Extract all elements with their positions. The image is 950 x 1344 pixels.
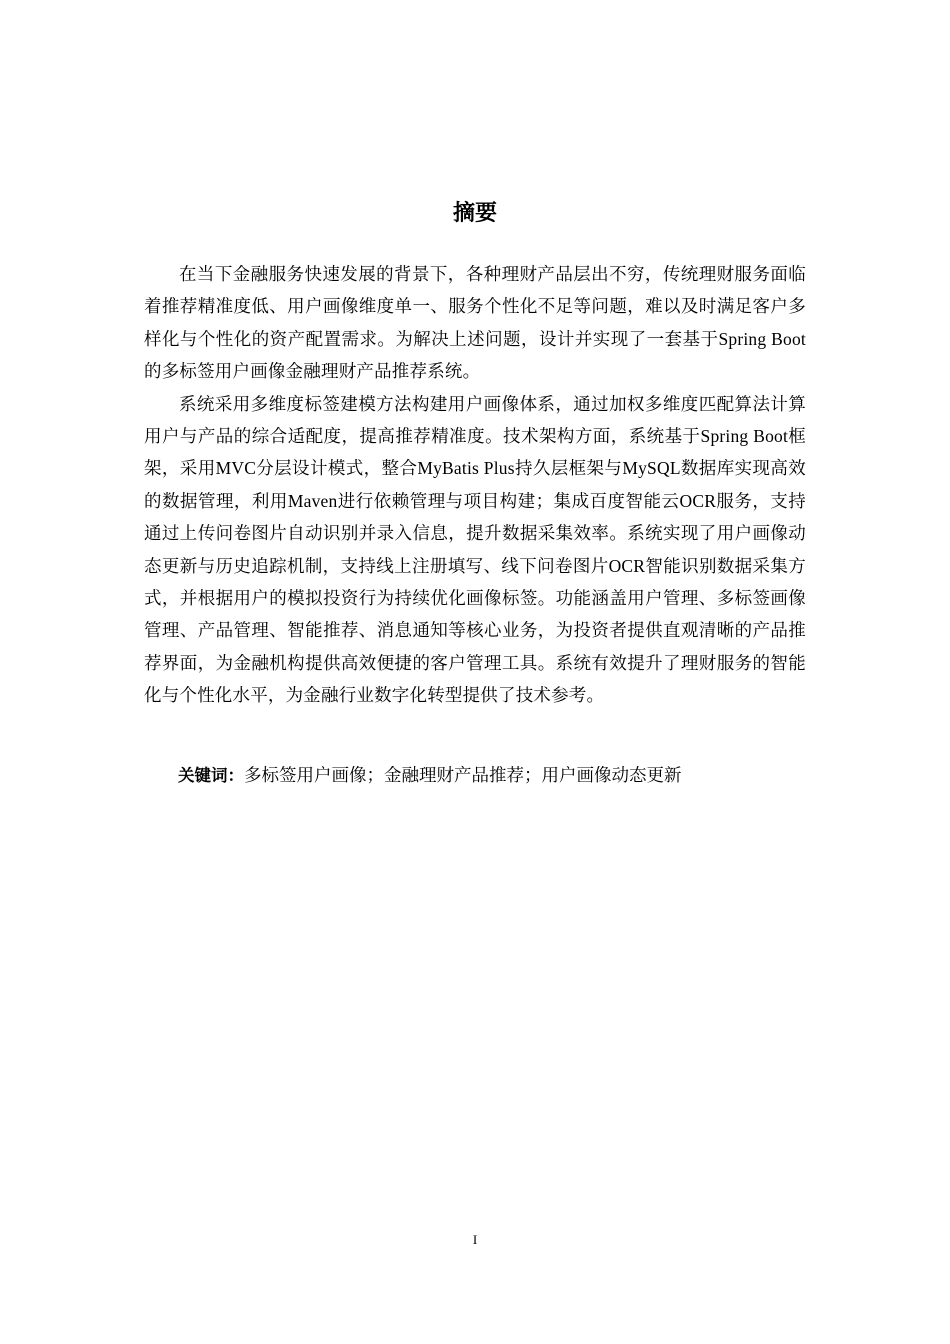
abstract-title: 摘要 bbox=[452, 201, 497, 226]
keywords-line bbox=[178, 760, 806, 791]
keywords-text: 多标签用户画像；金融理财产品推荐；用户画像动态更新 bbox=[244, 765, 682, 785]
abstract-body bbox=[144, 258, 806, 712]
page-number: I bbox=[472, 1232, 478, 1247]
abstract-paragraph-2: 系统采用多维度标签建模方法构建用户画像体系，通过加权多维度匹配算法计算用户与产品的综合适配度，提高推荐精准度。技术架构方面，系统基于Spring Boot框架，采用MVC分层设计模式，整合MyBatis Plus持久层框架与MySQL数据库实现高效的数据管理，利用Maven进行依赖管理与项目构建；集成百度智能云OCR服务，支持通过上传问卷图片自动识别并录入信息，提升数据采集效率。系统实现了用户画像动态更新与历史追踪机制，支持线上注册填写、线下问卷图片OCR智能识别数据采集方式，并根据用户的模拟投资行为持续优化画像标签。功能涵盖用户管理、多标签画像管理、产品管理、智能推荐、消息通知等核心业务，为投资者提供直观清晰的产品推荐界面，为金融机构提供高效便捷的客户管理工具。系统有效提升了理财服务的智能化与个性化水平，为金融行业数字化转型提供了技术参考。 bbox=[144, 393, 806, 706]
keywords-label: 关键词： bbox=[178, 766, 244, 785]
abstract-paragraph-1: 在当下金融服务快速发展的背景下，各种理财产品层出不穷，传统理财服务面临着推荐精准度低、用户画像维度单一、服务个性化不足等问题，难以及时满足客户多样化与个性化的资产配置需求。为解决上述问题，设计并实现了一套基于Spring Boot的多标签用户画像金融理财产品推荐系统。 bbox=[144, 264, 806, 382]
